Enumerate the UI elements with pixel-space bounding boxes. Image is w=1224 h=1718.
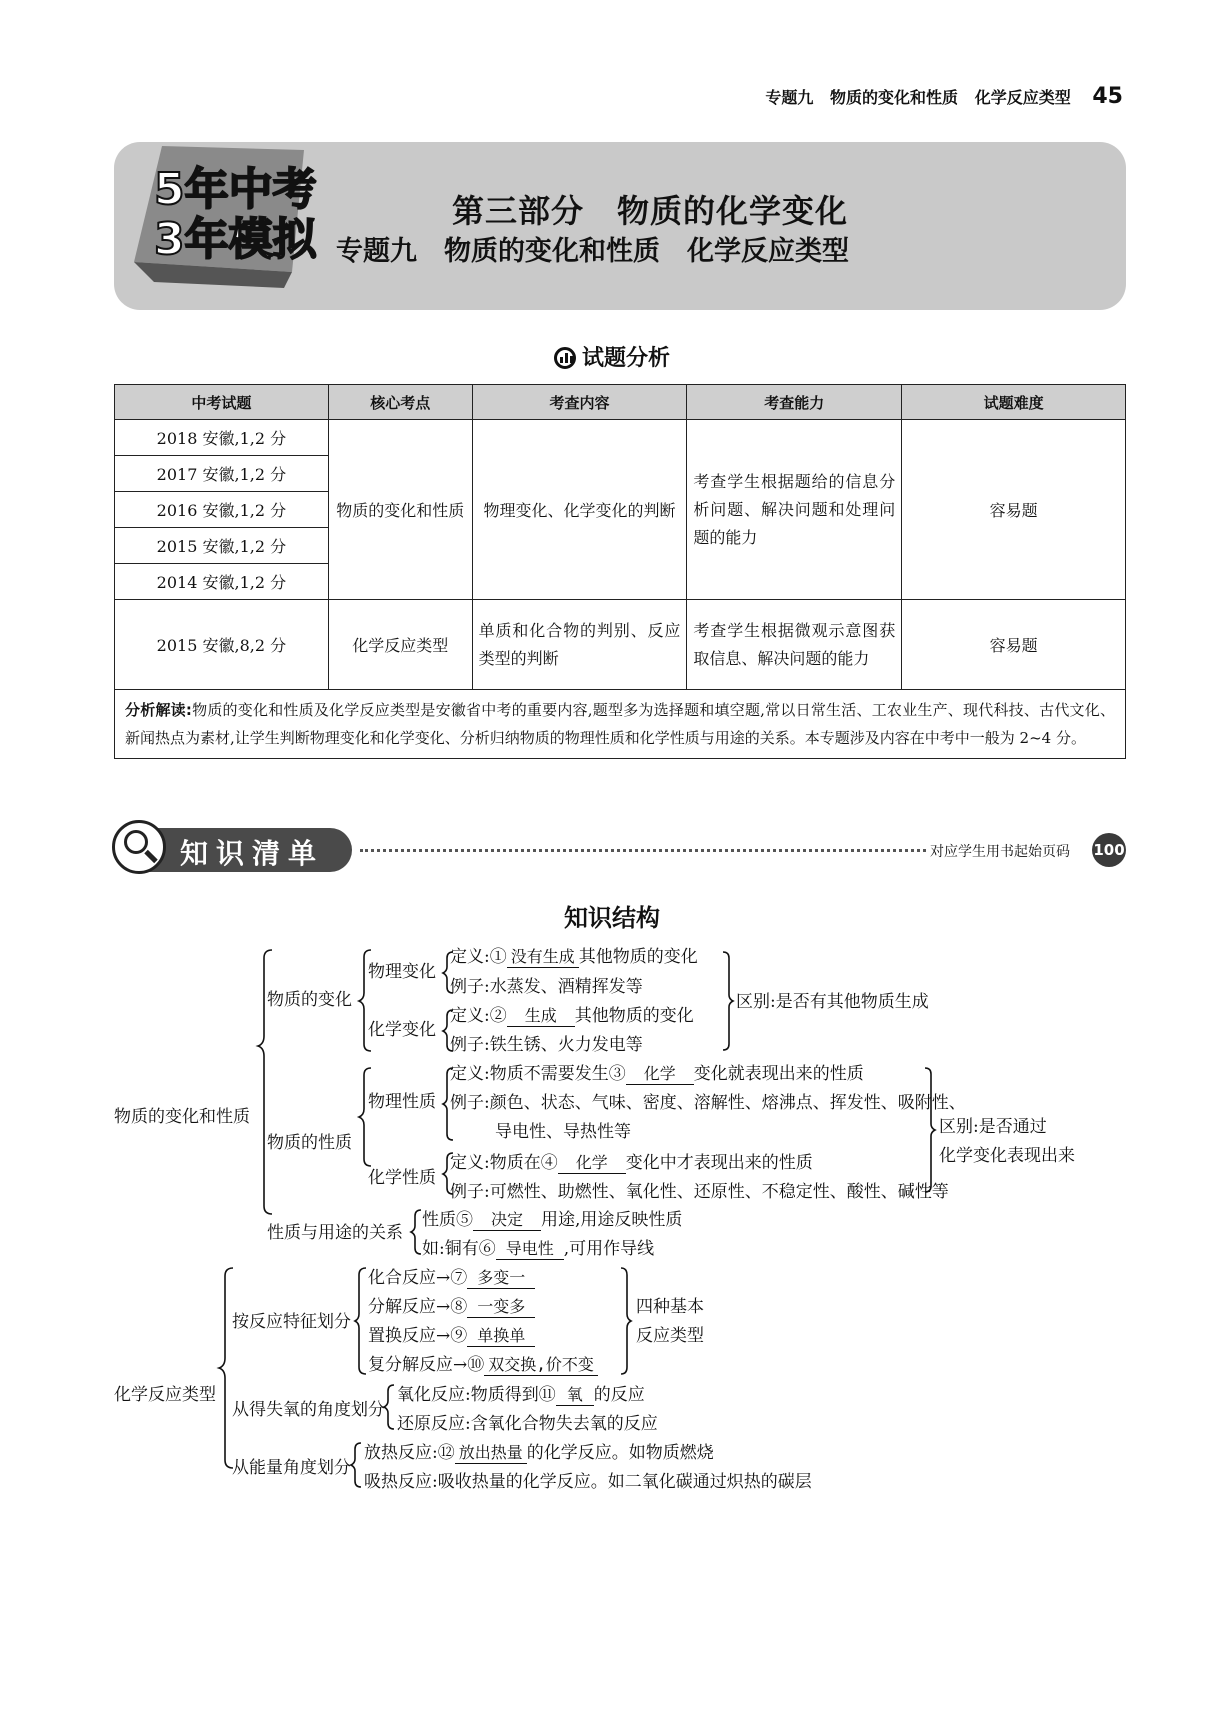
brace [621,1268,631,1374]
map-pc-def: 定义:① 没有生成 其他物质的变化 [450,947,698,967]
map-chem-property: 化学性质 [368,1168,436,1188]
col-header-difficulty: 试题难度 [902,385,1126,420]
col-header-exam: 中考试题 [115,385,329,420]
map-property-difference1: 区别:是否通过 [939,1117,1047,1137]
exam-cell: 2015 安徽,1,2 分 [115,528,329,564]
answer-blank: 生成 [507,1006,575,1027]
note-label: 分析解读: [125,701,192,719]
brace [219,1268,233,1468]
brace [384,1385,394,1429]
point-cell: 物质的变化和性质 [328,420,472,600]
col-header-content: 考查内容 [472,385,687,420]
col-header-ability: 考查能力 [687,385,902,420]
ability-cell: 考查学生根据微观示意图获取信息、解决问题的能力 [687,600,902,690]
brace [359,1068,371,1166]
map-reaction2: 分解反应→⑧ 一变多 [368,1297,535,1318]
col-header-point: 核心考点 [328,385,472,420]
difficulty-cell: 容易题 [902,420,1126,600]
map-basic-type1: 四种基本 [636,1297,704,1317]
answer-blank: 化学 [558,1153,626,1174]
content-cell: 物理变化、化学变化的判断 [472,420,687,600]
logo-line1: 5年中考 [154,164,317,215]
exam-cell: 2014 安徽,1,2 分 [115,564,329,600]
exam-cell: 2016 安徽,1,2 分 [115,492,329,528]
map-pp-example1: 例子:颜色、状态、气味、密度、溶解性、熔沸点、挥发性、吸附性、 [450,1093,966,1113]
answer-blank: 单换单 [467,1326,535,1347]
answer-blank: 一变多 [467,1297,535,1318]
map-chem-change: 化学变化 [368,1020,436,1040]
structure-title: 知识结构 [564,904,660,932]
answer-blank: 氧 [556,1385,594,1406]
difficulty-cell: 容易题 [902,600,1126,690]
map-pp-example2: 导电性、导热性等 [495,1122,631,1142]
brace [925,1068,935,1192]
brace [723,952,733,1050]
header-topic: 专题九 [765,88,814,107]
topic-title: 专题九 物质的变化和性质 化学反应类型 [336,236,849,267]
map-use-relation: 性质与用途的关系 [267,1223,403,1243]
ability-cell: 考查学生根据题给的信息分析问题、解决问题和处理问题的能力 [687,420,902,600]
answer-blank: 化学 [626,1064,694,1085]
map-endothermic: 吸热反应:吸收热量的化学反应。如二氧化碳通过炽热的碳层 [364,1472,812,1492]
part-title: 第三部分 物质的化学变化 [451,192,848,230]
answer-blank: 没有生成 [507,947,579,968]
map-reaction4: 复分解反应→⑩ 双交换,价不变 [368,1355,598,1376]
map-pp-def: 定义:物质不需要发生③ 化学 变化就表现出来的性质 [450,1064,864,1084]
exam-cell: 2017 安徽,1,2 分 [115,456,329,492]
exam-cell: 2015 安徽,8,2 分 [115,600,329,690]
map-pc-example: 例子:水蒸发、酒精挥发等 [450,977,643,997]
answer-blank: 导电性 [496,1239,564,1260]
map-cp-example: 例子:可燃性、助燃性、氧化性、还原性、不稳定性、酸性、碱性等 [450,1182,949,1202]
logo-line2: 3年模拟 [154,214,317,265]
map-exothermic: 放热反应:⑫ 放出热量 的化学反应。如物质燃烧 [364,1443,714,1463]
map-reaction3: 置换反应→⑨ 单换单 [368,1326,535,1347]
map-by-feature: 按反应特征划分 [232,1312,351,1332]
map-by-energy: 从能量角度划分 [232,1458,351,1478]
map-reduction: 还原反应:含氧化合物失去氧的反应 [397,1414,658,1434]
map-change-difference: 区别:是否有其他物质生成 [736,992,929,1012]
header-sub: 化学反应类型 [974,88,1071,107]
reference-text: 对应学生用书起始页码 [930,844,1070,860]
answer-blank: 放出热量 [455,1443,527,1464]
map-reaction1: 化合反应→⑦ 多变一 [368,1268,535,1289]
map-phys-property: 物理性质 [368,1092,436,1112]
map-oxidation: 氧化反应:物质得到⑪ 氧 的反应 [397,1385,645,1405]
map-cp-def: 定义:物质在④ 化学 变化中才表现出来的性质 [450,1153,813,1173]
map-root-reaction-type: 化学反应类型 [114,1385,216,1405]
map-by-oxygen: 从得失氧的角度划分 [232,1400,385,1420]
map-cc-def: 定义:② 生成 其他物质的变化 [450,1006,694,1026]
answer-blank: 双交换,价不变 [484,1355,598,1376]
point-cell: 化学反应类型 [328,600,472,690]
brace [411,1210,421,1254]
map-basic-type2: 反应类型 [636,1326,704,1346]
map-change: 物质的变化 [267,990,352,1010]
answer-blank: 多变一 [467,1268,535,1289]
exam-cell: 2018 安徽,1,2 分 [115,420,329,456]
map-use2: 如:铜有⑥ 导电性 ,可用作导线 [422,1239,655,1259]
page-number: 45 [1092,84,1123,109]
map-cc-example: 例子:铁生锈、火力发电等 [450,1035,643,1055]
map-property: 物质的性质 [267,1133,352,1153]
note-text: 物质的变化和性质及化学反应类型是安徽省中考的重要内容,题型多为选择题和填空题,常以日常生活、工农业生产、现代科技、古代文化、新闻热点为素材,让学生判断物理变化和化学变化、分析归纳物质的物理性质和化学性质与用途的关系。本专题涉及内容在中考中一般为 2~4 分。 [125,701,1115,747]
map-phys-change: 物理变化 [368,962,436,982]
answer-blank: 决定 [473,1210,541,1231]
map-property-difference2: 化学变化表现出来 [939,1146,1075,1166]
reference-page-badge: 100 [1092,833,1126,867]
header-title: 物质的变化和性质 [830,88,959,107]
knowledge-title: 知识清单 [180,837,325,870]
brace [351,1443,361,1487]
map-root-change-property: 物质的变化和性质 [114,1107,250,1127]
brace [355,1268,366,1374]
map-use1: 性质⑤ 决定 用途,用途反映性质 [422,1210,683,1230]
analysis-heading-text: 试题分析 [581,346,670,371]
content-cell: 单质和化合物的判别、反应类型的判断 [472,600,687,690]
